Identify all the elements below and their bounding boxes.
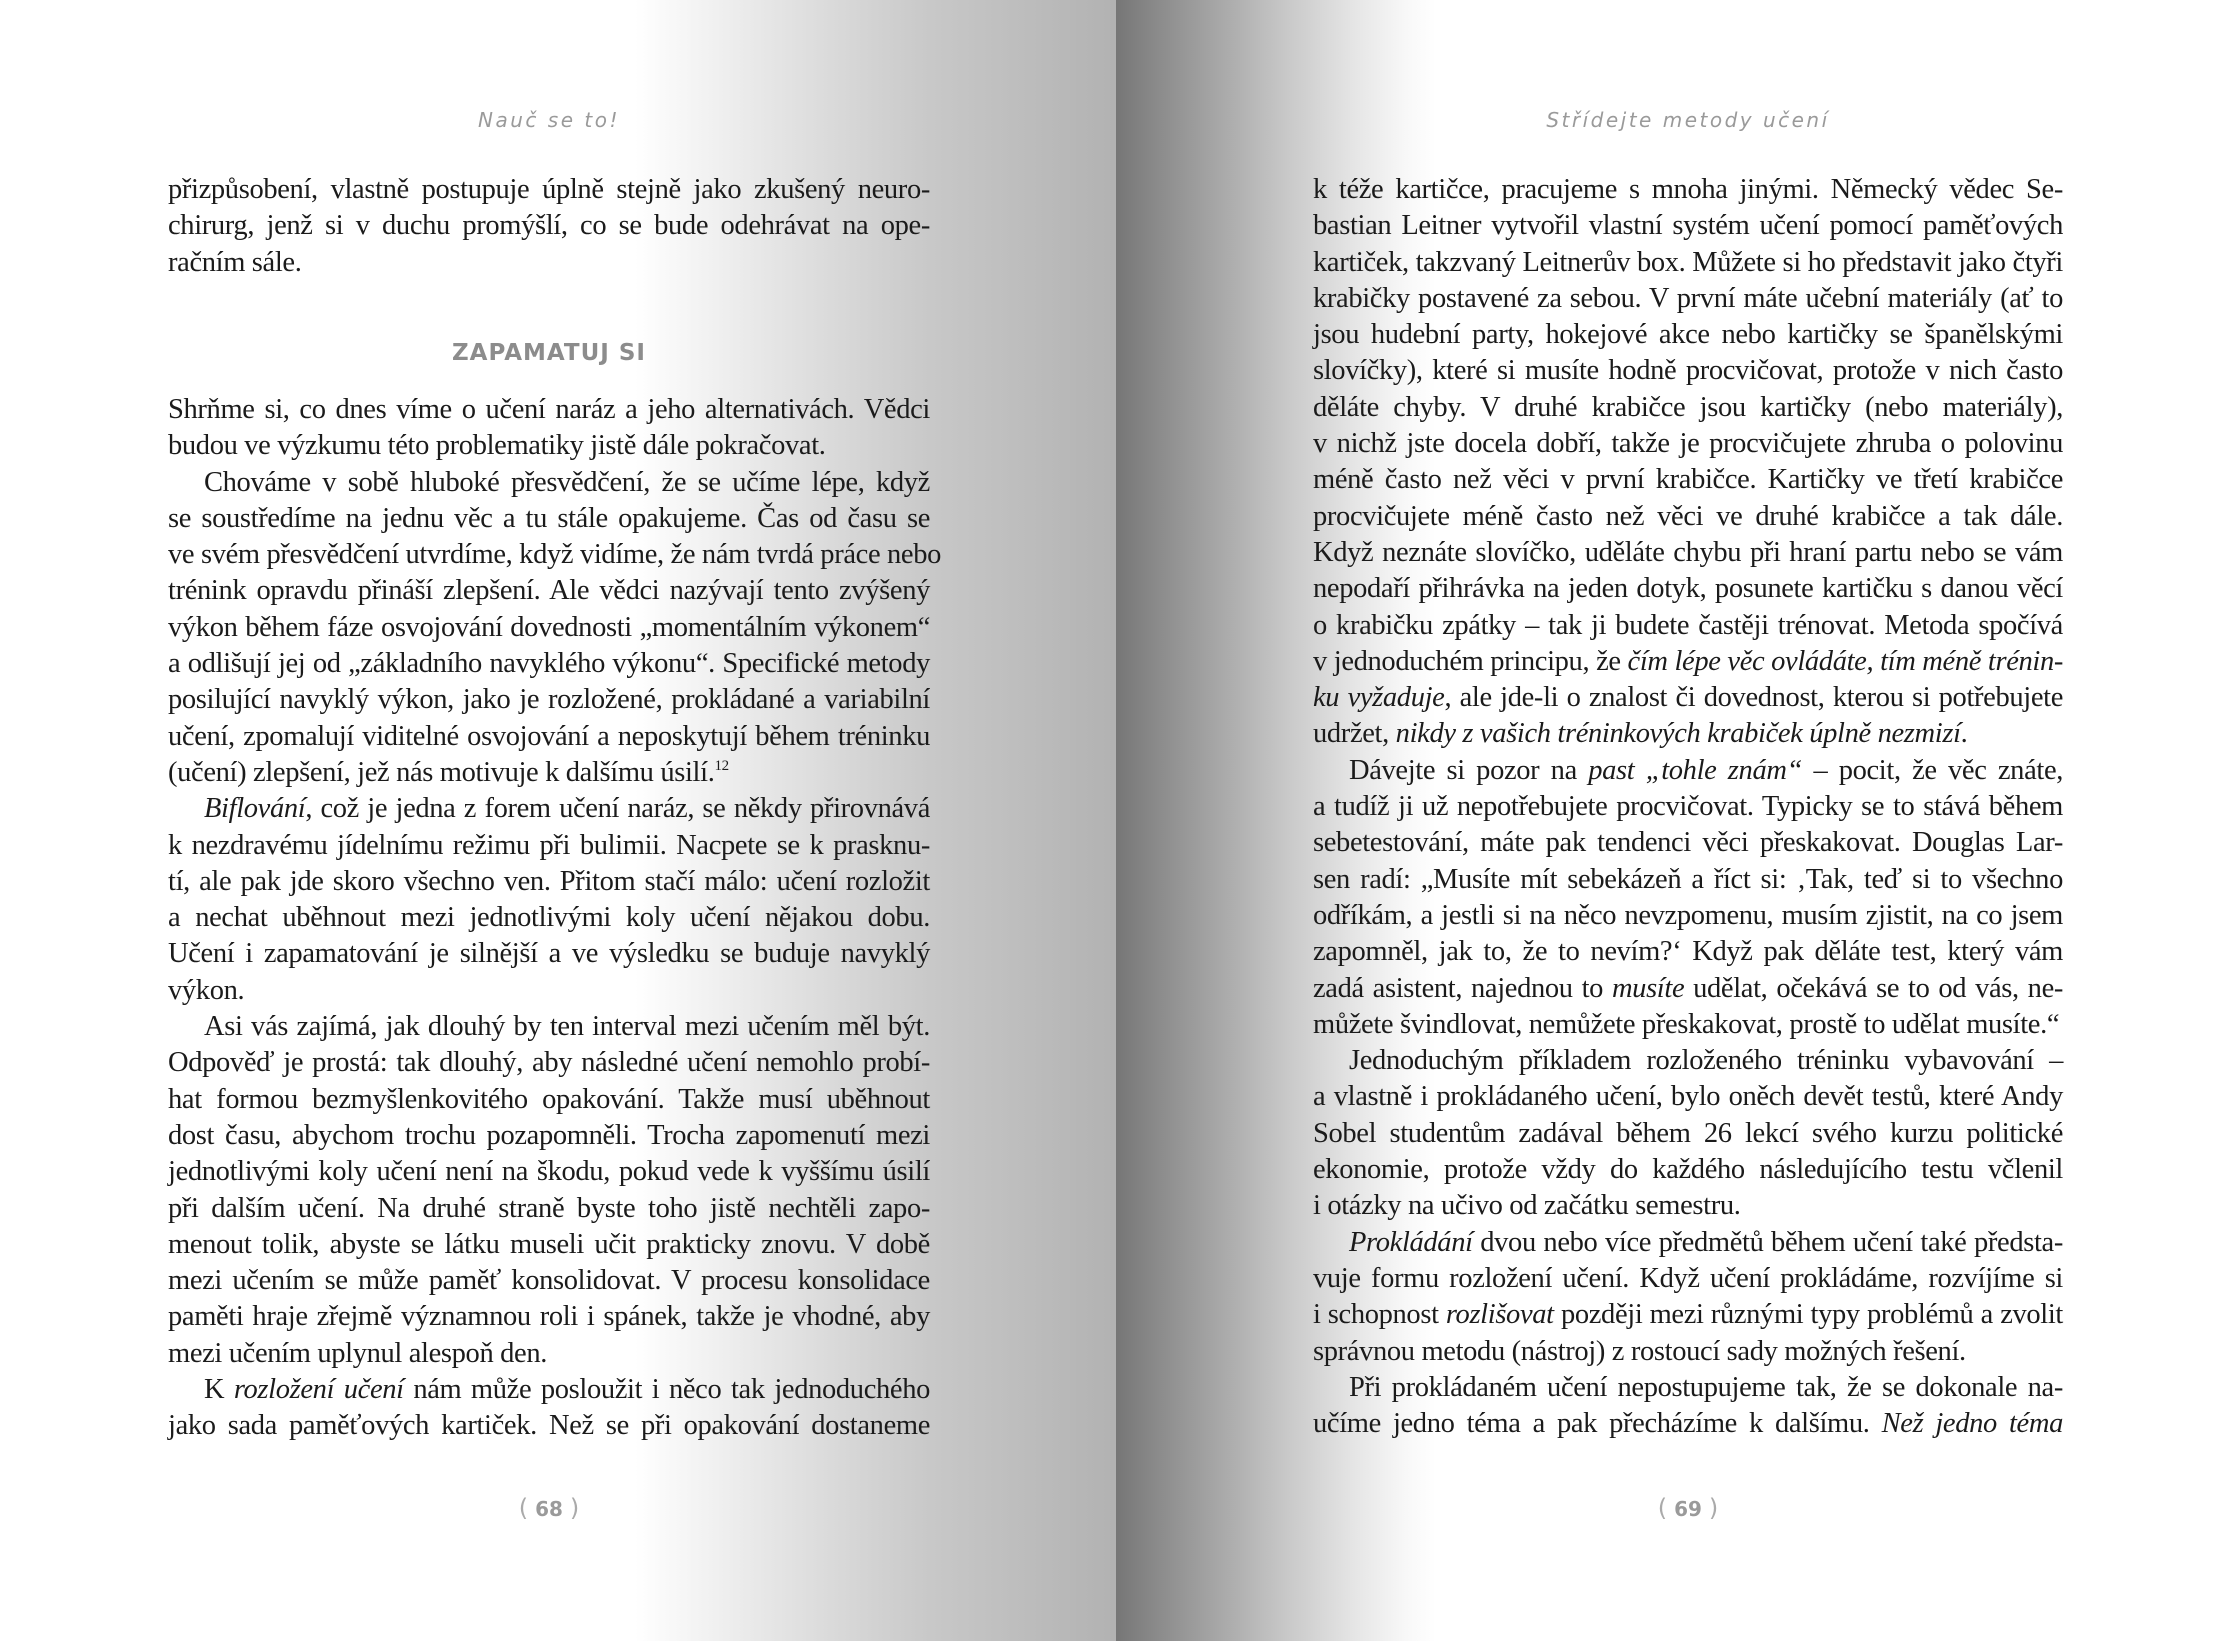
text-line	[168, 755, 930, 791]
italic-run: čím lépe věc ovládáte, tím méně trénin-	[1627, 645, 2063, 677]
section-heading: ZAPAMATUJ SI	[452, 340, 646, 366]
italic-run: rozložení učení	[233, 1374, 404, 1406]
text-line	[168, 428, 930, 464]
text-line	[1313, 1116, 2063, 1152]
text-run: Sobel studentům zadával během 26 lekcí svého kurzu politické	[1313, 1117, 2063, 1149]
text-run: i schopnost	[1313, 1299, 1446, 1331]
right-page	[1116, 0, 2232, 1641]
text-run: Asi vás zajímá, jak dlouhý by ten interval mezi učením měl být.	[204, 1011, 930, 1043]
text-run: učíme jedno téma a pak přecházíme k dalšímu.	[1313, 1408, 1882, 1440]
text-run: Jednoduchým příkladem rozloženého tréninku vybavování –	[1349, 1045, 2063, 1077]
text-run: mezi učením se může paměť konsolidovat. V procesu konsolidace	[168, 1265, 930, 1297]
text-run: nám může posloužit i něco tak jednoduchého	[403, 1374, 931, 1406]
text-run: se soustředíme na jednu věc a tu stále opakujeme. Čas od času se	[168, 502, 930, 534]
text-line	[1313, 608, 2063, 644]
text-run: mezi učením uplynul alespoň den.	[168, 1337, 547, 1369]
text-line	[168, 682, 930, 718]
text-run: sen radí: „Musíte mít sebekázeň a říct si: ‚Tak, teď si to všechno	[1313, 863, 2063, 895]
text-line	[168, 1227, 930, 1263]
folio-open-bracket: (	[1657, 1494, 1668, 1522]
text-run: .	[1960, 718, 1968, 750]
text-line	[1313, 1261, 2063, 1297]
text-run: můžete švindlovat, nemůžete přeskakovat, prostě to udělat musíte.“	[1313, 1008, 2060, 1040]
text-run: menout tolik, abyste se látku museli učit prakticky znovu. V době	[168, 1228, 930, 1260]
italic-run: past „tohle znám“	[1588, 754, 1803, 786]
text-run: K	[204, 1374, 234, 1406]
text-run: a vlastně i prokládaného učení, bylo oněch devět testů, které Andy	[1313, 1081, 2063, 1113]
text-run: zadá asistent, najednou to	[1313, 972, 1612, 1004]
text-run: a tudíž ji už nepotřebujete procvičovat. Typicky se to stává během	[1313, 791, 2063, 823]
text-run: sebetestování, máte pak tendenci věci přeskakovat. Douglas Lar-	[1313, 827, 2063, 859]
text-line	[1313, 1007, 2063, 1043]
text-line	[168, 245, 930, 281]
page-number-left	[489, 1494, 609, 1522]
text-run: udělat, očekává se to od vás, ne-	[1684, 972, 2064, 1004]
text-run: nepodaří přihrávka na jeden dotyk, posunete kartičku s danou věcí	[1313, 573, 2063, 605]
text-run: dvou nebo více předmětů během učení také předsta-	[1472, 1226, 2063, 1258]
running-head-left: Nauč se to!	[478, 108, 620, 132]
text-line	[1313, 862, 2063, 898]
folio-close-bracket: )	[1708, 1494, 1719, 1522]
running-head-right: Střídejte metody učení	[1546, 108, 1830, 132]
text-line	[1313, 353, 2063, 389]
text-run: krabičky postavené za sebou. V první máte učební materiály (ať to	[1313, 282, 2063, 314]
text-run: trénink opravdu přináší zlepšení. Ale vědci nazývají tento zvýšený	[168, 575, 930, 607]
text-run: odříkám, a jestli si na něco nevzpomenu, musím zjistit, na co jsem	[1313, 899, 2063, 931]
text-line	[168, 1372, 930, 1408]
text-line	[1313, 281, 2063, 317]
text-line	[1313, 571, 2063, 607]
text-run: (učení) zlepšení, jež nás motivuje k dalšímu úsilí.	[168, 756, 715, 788]
text-line	[168, 465, 930, 501]
text-line	[1313, 1370, 2063, 1406]
text-run: tí, ale pak jde skoro všechno ven. Přitom stačí málo: učení rozložit	[168, 865, 930, 897]
text-run: v nichž jste docela dobří, takže je procvičujete zhruba o polovinu	[1313, 428, 2063, 460]
text-line	[168, 172, 930, 208]
text-run: méně často než věci v první krabičce. Kartičky ve třetí krabičce	[1313, 464, 2063, 496]
text-run: při dalším učení. Na druhé straně byste toho jistě nechtěli zapo-	[168, 1192, 930, 1224]
italic-run: nikdy z vašich tréninkových krabiček úplně nezmizí	[1395, 718, 1961, 750]
text-run: a nechat uběhnout mezi jednotlivými koly učení nějakou dobu.	[168, 902, 930, 934]
text-line	[168, 1191, 930, 1227]
text-line	[1313, 1079, 2063, 1115]
text-line	[168, 610, 930, 646]
text-line	[1313, 898, 2063, 934]
text-run: hat formou bezmyšlenkovitého opakování. Takže musí uběhnout	[168, 1083, 930, 1115]
text-line	[168, 1009, 930, 1045]
text-run: paměti hraje zřejmě významnou roli i spánek, takže je vhodné, aby	[168, 1301, 930, 1333]
text-line	[1313, 172, 2063, 208]
text-run: Shrňme si, co dnes víme o učení naráz a jeho alternativách. Vědci	[168, 394, 930, 425]
text-line	[1313, 1043, 2063, 1079]
text-line	[1313, 208, 2063, 244]
text-line	[168, 1045, 930, 1081]
text-line	[1313, 317, 2063, 353]
text-line	[168, 1336, 930, 1372]
text-line	[1313, 1406, 2063, 1442]
text-run: k nezdravému jídelnímu režimu při bulimii. Nacpete se k prasknu-	[168, 829, 930, 861]
text-line	[168, 719, 930, 755]
text-line	[168, 1299, 930, 1335]
text-run: slovíčky), které si musíte hodně procvičovat, protože v nich často	[1313, 355, 2063, 387]
text-run: Učení i zapamatování je silnější a ve výsledku se buduje navyklý	[168, 938, 930, 970]
text-run: Dávejte si pozor na	[1349, 754, 1589, 786]
text-line	[168, 646, 930, 682]
text-line	[168, 208, 930, 244]
text-run: výkon během fáze osvojování dovednosti „momentálním výkonem“	[168, 611, 930, 643]
text-line	[1313, 716, 2063, 752]
text-run: učení, zpomalují viditelné osvojování a neposkytují během tréninku	[168, 720, 930, 752]
text-run: o krabičku zpátky – tak ji budete častěji trénovat. Metoda spočívá	[1313, 609, 2063, 641]
continuation-text	[168, 172, 930, 281]
text-line	[1313, 499, 2063, 535]
text-line	[1313, 680, 2063, 716]
text-line	[168, 392, 930, 428]
text-line	[1313, 426, 2063, 462]
text-line	[1313, 390, 2063, 426]
italic-run: Biflování	[204, 793, 306, 825]
text-run: Odpověď je prostá: tak dlouhý, aby následné učení nemohlo probí-	[168, 1047, 930, 1079]
text-run: Chováme v sobě hluboké přesvědčení, že se učíme lépe, když	[204, 466, 930, 498]
page-number-value: 68	[535, 1497, 563, 1521]
italic-run: rozlišovat	[1445, 1299, 1554, 1331]
text-run: přizpůsobení, vlastně postupuje úplně stejně jako zkušený neuro-	[168, 174, 930, 205]
text-line	[1313, 971, 2063, 1007]
text-line	[168, 864, 930, 900]
text-run: posilující navyklý výkon, jako je rozložené, prokládané a variabilní	[168, 684, 930, 716]
text-line	[1313, 934, 2063, 970]
text-run: v jednoduchém principu, že	[1313, 645, 1628, 677]
text-line	[168, 537, 942, 573]
folio-close-bracket: )	[569, 1494, 580, 1522]
body-text-left	[168, 392, 942, 1445]
text-line	[168, 1263, 930, 1299]
text-line	[1313, 1188, 2063, 1224]
text-line	[1313, 644, 2063, 680]
text-line	[168, 828, 930, 864]
text-line	[1313, 1152, 2063, 1188]
text-line	[168, 791, 930, 827]
text-run: i otázky na učivo od začátku semestru.	[1313, 1190, 1741, 1222]
text-run: , což je jedna z forem učení naráz, se někdy přirovnává	[305, 793, 930, 825]
body-text-right	[1313, 172, 2063, 1442]
text-run: udržet,	[1313, 718, 1396, 750]
text-run: a odlišují jej od „základního navyklého výkonu“. Specifické metody	[168, 648, 930, 680]
text-run: později mezi různými typy problémů a zvolit	[1553, 1299, 2063, 1331]
text-line	[1313, 245, 2063, 281]
text-run: správnou metodu (nástroj) z rostoucí sady možných řešení.	[1313, 1335, 1966, 1367]
text-line	[1313, 1297, 2063, 1333]
text-run: ekonomie, protože vždy do každého následujícího testu včlenil	[1313, 1154, 2063, 1186]
text-run: budou ve výzkumu této problematiky jistě dále pokračovat.	[168, 430, 826, 462]
text-run: , ale jde-li o znalost či dovednost, kterou si potřebujete	[1444, 682, 2063, 714]
text-line	[1313, 1225, 2063, 1261]
text-line	[168, 1154, 930, 1190]
text-run: výkon.	[168, 974, 245, 1006]
italic-run: musíte	[1611, 972, 1685, 1004]
text-line	[1313, 535, 2063, 571]
text-line	[168, 573, 930, 609]
text-line	[168, 900, 930, 936]
italic-run: ku vyžaduje	[1313, 682, 1445, 714]
page-number-value: 69	[1674, 1497, 1702, 1521]
text-line	[1313, 462, 2063, 498]
text-run: bastian Leitner vytvořil vlastní systém učení pomocí paměťových	[1313, 210, 2063, 242]
text-run: Když neznáte slovíčko, uděláte chybu při hraní partu nebo se vám	[1313, 536, 2063, 568]
text-line	[1313, 789, 2063, 825]
text-line	[168, 501, 930, 537]
text-line	[168, 1408, 930, 1444]
italic-run: Než jedno téma	[1881, 1408, 2063, 1440]
text-run: zapomněl, jak to, že to nevím?‘ Když pak děláte test, který vám	[1313, 936, 2063, 968]
text-run: račním sále.	[168, 246, 302, 278]
text-run: dost času, abychom trochu pozapomněli. Trocha zapomenutí mezi	[168, 1119, 930, 1151]
text-run: ve svém přesvědčení utvrdíme, když vidíme, že nám tvrdá práce nebo	[168, 539, 942, 571]
text-run: jako sada paměťových kartiček. Než se při opakování dostaneme	[168, 1410, 930, 1442]
text-run: chirurg, jenž si v duchu promýšlí, co se bude odehrávat na ope-	[168, 210, 930, 242]
folio-open-bracket: (	[518, 1494, 529, 1522]
text-run: – pocit, že věc znáte,	[1802, 754, 2064, 786]
text-run: kartiček, takzvaný Leitnerův box. Můžete si ho představit jako čtyři	[1313, 246, 2063, 278]
text-run: procvičujete méně často než věci ve druhé krabičce a tak dále.	[1313, 500, 2063, 532]
footnote-reference: 12	[714, 757, 729, 774]
text-line	[168, 1118, 930, 1154]
italic-run: Prokládání	[1349, 1226, 1473, 1258]
text-run: jednotlivými koly učení není na škodu, pokud vede k vyššímu úsilí	[168, 1156, 930, 1188]
page-number-right	[1628, 1494, 1748, 1522]
text-line	[168, 1082, 930, 1118]
text-line	[1313, 825, 2063, 861]
text-line	[1313, 1334, 2063, 1370]
text-run: k téže kartičce, pracujeme s mnoha jinými. Německý vědec Se-	[1313, 174, 2063, 205]
text-run: děláte chyby. V druhé krabičce jsou kartičky (nebo materiály),	[1313, 391, 2063, 423]
text-run: jsou hudební party, hokejové akce nebo kartičky se španělskými	[1313, 319, 2063, 351]
text-line	[1313, 753, 2063, 789]
text-line	[168, 973, 930, 1009]
text-run: Při prokládaném učení nepostupujeme tak, že se dokonale na-	[1349, 1371, 2063, 1403]
text-line	[168, 936, 930, 972]
text-run: vuje formu rozložení učení. Když učení prokládáme, rozvíjíme si	[1313, 1262, 2063, 1294]
